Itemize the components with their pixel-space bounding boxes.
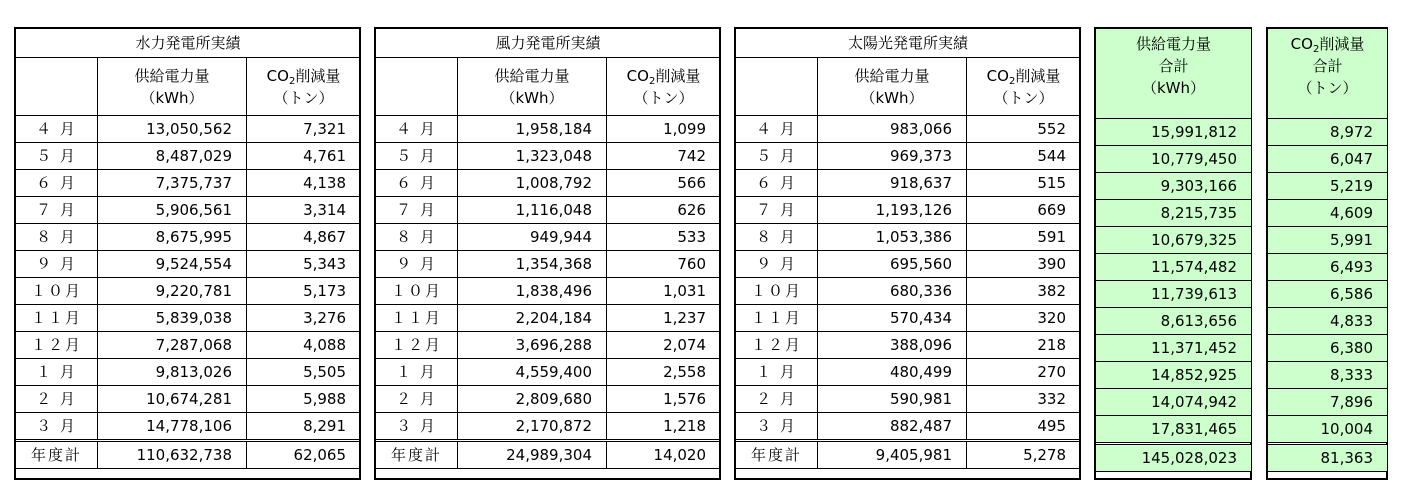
- table-row: [736, 305, 1081, 332]
- supply-value: 1,116,048: [458, 197, 607, 224]
- sum-co2-value: 4,609: [1268, 200, 1388, 227]
- co2-header-prefix: CO: [626, 66, 649, 85]
- sum-co2-value: 4,833: [1268, 308, 1388, 335]
- table-row: [376, 224, 721, 251]
- title-row: [376, 29, 721, 58]
- co2-value: 4,761: [247, 143, 361, 170]
- supply-value: 2,809,680: [458, 386, 607, 413]
- month-label: ３ 月: [376, 413, 458, 441]
- co2-value: 669: [967, 197, 1081, 224]
- table-row: [1268, 200, 1388, 227]
- sum-supply-value: 10,679,325: [1096, 227, 1252, 254]
- total-supply-value: 24,989,304: [458, 441, 607, 469]
- supply-header: [458, 58, 607, 116]
- total-row: [1096, 444, 1252, 472]
- table-row: [736, 359, 1081, 386]
- table-row: [1096, 416, 1252, 444]
- co2-header-subscript: 2: [1008, 75, 1016, 87]
- table-row: [1268, 389, 1388, 416]
- month-label: １０月: [376, 278, 458, 305]
- table-row: [1268, 308, 1388, 335]
- sum-supply-value: 9,303,166: [1096, 173, 1252, 200]
- table-row: [1096, 308, 1252, 335]
- table-row: [1096, 281, 1252, 308]
- supply-value: 882,487: [818, 413, 967, 441]
- month-label: １ 月: [736, 359, 818, 386]
- supply-value: 9,220,781: [98, 278, 247, 305]
- sum-co2-value: 5,991: [1268, 227, 1388, 254]
- supply-value: 3,696,288: [458, 332, 607, 359]
- co2-value: 1,237: [607, 305, 721, 332]
- month-label: ３ 月: [16, 413, 98, 441]
- sum-co2-header-subscript: 2: [1312, 44, 1320, 55]
- table-row: [736, 251, 1081, 278]
- table-row: [16, 413, 361, 441]
- table-row: [1096, 146, 1252, 173]
- co2-value: 320: [967, 305, 1081, 332]
- table-row: [376, 116, 721, 143]
- table-row: [1268, 281, 1388, 308]
- co2-value: 3,276: [247, 305, 361, 332]
- table-row: [16, 278, 361, 305]
- table-row: [16, 386, 361, 413]
- sum-supply-header-label: 供給電力量: [1135, 35, 1211, 53]
- supply-value: 7,375,737: [98, 170, 247, 197]
- sum-co2-value: 6,380: [1268, 335, 1388, 362]
- table-row: [376, 386, 721, 413]
- supply-value: 2,204,184: [458, 305, 607, 332]
- co2-value: 515: [967, 170, 1081, 197]
- co2-value: 2,074: [607, 332, 721, 359]
- sum-co2-value: 8,972: [1268, 119, 1388, 146]
- sum-supply-value: 14,852,925: [1096, 362, 1252, 389]
- title-row: [16, 29, 361, 58]
- supply-header-label: 供給電力量: [134, 66, 210, 85]
- month-header-cell: [376, 58, 458, 116]
- supply-header: [818, 58, 967, 116]
- co2-value: 5,173: [247, 278, 361, 305]
- co2-header-prefix: CO: [266, 66, 289, 85]
- co2-value: 8,291: [247, 413, 361, 441]
- supply-header-unit: （kWh）: [140, 88, 204, 107]
- month-label: １ 月: [16, 359, 98, 386]
- co2-header: [607, 58, 721, 116]
- supply-value: 4,559,400: [458, 359, 607, 386]
- month-label: １１月: [16, 305, 98, 332]
- total-co2-value: 62,065: [247, 441, 361, 469]
- total-label: 年度計: [376, 441, 458, 469]
- co2-value: 552: [967, 116, 1081, 143]
- co2-value: 3,314: [247, 197, 361, 224]
- supply-value: 1,838,496: [458, 278, 607, 305]
- co2-value: 4,138: [247, 170, 361, 197]
- supply-value: 388,096: [818, 332, 967, 359]
- co2-value: 566: [607, 170, 721, 197]
- header-row: [376, 58, 721, 116]
- table-title: 風力発電所実績: [376, 29, 721, 58]
- table-row: [16, 197, 361, 224]
- co2-value: 626: [607, 197, 721, 224]
- co2-header: [967, 58, 1081, 116]
- table-row: [16, 116, 361, 143]
- sum-header-row: [1268, 29, 1388, 119]
- co2-value: 1,099: [607, 116, 721, 143]
- month-label: ７ 月: [16, 197, 98, 224]
- month-label: ６ 月: [376, 170, 458, 197]
- co2-value: 5,988: [247, 386, 361, 413]
- co2-header-suffix: 削減量: [295, 66, 341, 85]
- table-row: [1096, 362, 1252, 389]
- table-row: [1268, 254, 1388, 281]
- supply-value: 9,813,026: [98, 359, 247, 386]
- supply-value: 1,323,048: [458, 143, 607, 170]
- co2-value: 4,867: [247, 224, 361, 251]
- sum-supply-value: 8,215,735: [1096, 200, 1252, 227]
- month-label: １０月: [736, 278, 818, 305]
- supply-value: 969,373: [818, 143, 967, 170]
- table-row: [1268, 335, 1388, 362]
- supply-value: 14,778,106: [98, 413, 247, 441]
- sum-supply-value: 17,831,465: [1096, 416, 1252, 444]
- sum-supply-value: 8,613,656: [1096, 308, 1252, 335]
- table-row: [1268, 227, 1388, 254]
- total-row: [736, 441, 1081, 469]
- table-row: [376, 251, 721, 278]
- month-label: ９ 月: [376, 251, 458, 278]
- sum-header-row: [1096, 29, 1252, 119]
- supply-value: 918,637: [818, 170, 967, 197]
- supply-value: 680,336: [818, 278, 967, 305]
- supply-value: 1,193,126: [818, 197, 967, 224]
- sum-co2-header-prefix: CO: [1290, 35, 1313, 53]
- month-label: １２月: [736, 332, 818, 359]
- total-supply-value: 110,632,738: [98, 441, 247, 469]
- table-row: [736, 224, 1081, 251]
- supply-header-unit: （kWh）: [500, 88, 564, 107]
- month-label: ７ 月: [376, 197, 458, 224]
- supply-header: [98, 58, 247, 116]
- co2-header-unit: （トン）: [273, 88, 334, 107]
- month-label: ２ 月: [736, 386, 818, 413]
- co2-header-suffix: 削減量: [1015, 66, 1061, 85]
- title-row: [736, 29, 1081, 58]
- month-label: ８ 月: [16, 224, 98, 251]
- month-label: １２月: [16, 332, 98, 359]
- co2-value: 591: [967, 224, 1081, 251]
- table-row: [1268, 416, 1388, 444]
- sum-supply-header-unit: （kWh）: [1141, 79, 1206, 97]
- sum-supply-value: 11,371,452: [1096, 335, 1252, 362]
- table-row: [376, 170, 721, 197]
- supply-header-label: 供給電力量: [854, 66, 930, 85]
- sum-co2-value: 6,493: [1268, 254, 1388, 281]
- sum-supply-value: 14,074,942: [1096, 389, 1252, 416]
- co2-header-subscript: 2: [648, 75, 656, 87]
- co2-value: 742: [607, 143, 721, 170]
- co2-value: 544: [967, 143, 1081, 170]
- co2-header-prefix: CO: [986, 66, 1009, 85]
- month-label: ５ 月: [376, 143, 458, 170]
- sum-co2-header: [1268, 29, 1388, 119]
- table-row: [1096, 173, 1252, 200]
- total-row: [376, 441, 721, 469]
- supply-sum-table: [1095, 28, 1252, 472]
- co2-value: 1,031: [607, 278, 721, 305]
- co2-value: 4,088: [247, 332, 361, 359]
- sum-co2-header-line2: 合計: [1312, 57, 1343, 75]
- sum-supply-value: 11,739,613: [1096, 281, 1252, 308]
- supply-value: 8,487,029: [98, 143, 247, 170]
- table-row: [1096, 119, 1252, 146]
- month-label: ６ 月: [736, 170, 818, 197]
- sum-supply-value: 15,991,812: [1096, 119, 1252, 146]
- header-row: [736, 58, 1081, 116]
- month-label: ９ 月: [16, 251, 98, 278]
- total-supply-value: 9,405,981: [818, 441, 967, 469]
- table-row: [16, 224, 361, 251]
- supply-value: 7,287,068: [98, 332, 247, 359]
- month-label: ２ 月: [16, 386, 98, 413]
- co2-header: [247, 58, 361, 116]
- month-label: ４ 月: [376, 116, 458, 143]
- table-row: [376, 359, 721, 386]
- table-row: [376, 197, 721, 224]
- table-row: [16, 170, 361, 197]
- table-row: [1268, 173, 1388, 200]
- sum-co2-value: 10,004: [1268, 416, 1388, 444]
- co2-header-unit: （トン）: [993, 88, 1054, 107]
- total-label: 年度計: [16, 441, 98, 469]
- sum-co2-value: 5,219: [1268, 173, 1388, 200]
- month-label: ８ 月: [736, 224, 818, 251]
- co2-value: 382: [967, 278, 1081, 305]
- table-row: [736, 116, 1081, 143]
- sum-co2-value: 8,333: [1268, 362, 1388, 389]
- table-row: [736, 278, 1081, 305]
- supply-value: 590,981: [818, 386, 967, 413]
- supply-value: 5,906,561: [98, 197, 247, 224]
- month-header-cell: [16, 58, 98, 116]
- sum-supply-header-line2: 合計: [1158, 57, 1189, 75]
- supply-value: 10,674,281: [98, 386, 247, 413]
- month-label: ６ 月: [16, 170, 98, 197]
- sum-supply-header: [1096, 29, 1252, 119]
- supply-value: 949,944: [458, 224, 607, 251]
- month-label: ２ 月: [376, 386, 458, 413]
- total-label: 年度計: [736, 441, 818, 469]
- co2-value: 533: [607, 224, 721, 251]
- sum-co2-value: 7,896: [1268, 389, 1388, 416]
- supply-value: 13,050,562: [98, 116, 247, 143]
- co2-value: 2,558: [607, 359, 721, 386]
- co2-value: 7,321: [247, 116, 361, 143]
- table-row: [1096, 389, 1252, 416]
- co2-value: 270: [967, 359, 1081, 386]
- table-row: [736, 170, 1081, 197]
- sum-co2-total-value: 81,363: [1268, 444, 1388, 472]
- table-row: [736, 143, 1081, 170]
- table-row: [736, 332, 1081, 359]
- supply-value: 1,958,184: [458, 116, 607, 143]
- month-label: ５ 月: [736, 143, 818, 170]
- table-row: [376, 278, 721, 305]
- co2-header-unit: （トン）: [633, 88, 694, 107]
- co2-value: 1,218: [607, 413, 721, 441]
- table-row: [1096, 227, 1252, 254]
- total-row: [1268, 444, 1388, 472]
- month-label: １１月: [376, 305, 458, 332]
- co2-value: 5,505: [247, 359, 361, 386]
- month-label: １１月: [736, 305, 818, 332]
- supply-value: 983,066: [818, 116, 967, 143]
- supply-value: 695,560: [818, 251, 967, 278]
- month-label: ８ 月: [376, 224, 458, 251]
- table-title: 太陽光発電所実績: [736, 29, 1081, 58]
- table-row: [1096, 335, 1252, 362]
- sum-supply-total-value: 145,028,023: [1096, 444, 1252, 472]
- solar-table: [735, 28, 1081, 469]
- supply-header-unit: （kWh）: [860, 88, 924, 107]
- supply-value: 1,354,368: [458, 251, 607, 278]
- supply-value: 9,524,554: [98, 251, 247, 278]
- table-row: [736, 413, 1081, 441]
- header-row: [16, 58, 361, 116]
- table-row: [376, 413, 721, 441]
- supply-header-label: 供給電力量: [494, 66, 570, 85]
- table-row: [16, 332, 361, 359]
- month-label: ４ 月: [736, 116, 818, 143]
- sum-co2-header-unit: （トン）: [1297, 79, 1358, 97]
- table-row: [1268, 119, 1388, 146]
- month-label: ３ 月: [736, 413, 818, 441]
- month-label: ７ 月: [736, 197, 818, 224]
- supply-value: 5,839,038: [98, 305, 247, 332]
- co2-value: 218: [967, 332, 1081, 359]
- sum-supply-value: 10,779,450: [1096, 146, 1252, 173]
- sum-supply-value: 11,574,482: [1096, 254, 1252, 281]
- sum-co2-value: 6,047: [1268, 146, 1388, 173]
- total-row: [16, 441, 361, 469]
- month-label: ９ 月: [736, 251, 818, 278]
- co2-value: 5,343: [247, 251, 361, 278]
- supply-value: 1,008,792: [458, 170, 607, 197]
- supply-value: 1,053,386: [818, 224, 967, 251]
- table-row: [16, 143, 361, 170]
- month-label: １０月: [16, 278, 98, 305]
- supply-value: 2,170,872: [458, 413, 607, 441]
- month-header-cell: [736, 58, 818, 116]
- supply-value: 570,434: [818, 305, 967, 332]
- month-label: １ 月: [376, 359, 458, 386]
- co2-value: 760: [607, 251, 721, 278]
- table-row: [16, 251, 361, 278]
- table-row: [16, 305, 361, 332]
- sum-co2-value: 6,586: [1268, 281, 1388, 308]
- supply-value: 480,499: [818, 359, 967, 386]
- table-row: [16, 359, 361, 386]
- table-row: [1268, 146, 1388, 173]
- total-co2-value: 14,020: [607, 441, 721, 469]
- month-label: ５ 月: [16, 143, 98, 170]
- co2-value: 495: [967, 413, 1081, 441]
- table-row: [1096, 200, 1252, 227]
- co2-sum-table: [1267, 28, 1388, 472]
- supply-value: 8,675,995: [98, 224, 247, 251]
- table-title: 水力発電所実績: [16, 29, 361, 58]
- table-row: [736, 197, 1081, 224]
- co2-header-subscript: 2: [288, 75, 296, 87]
- co2-header-suffix: 削減量: [655, 66, 701, 85]
- co2-value: 332: [967, 386, 1081, 413]
- total-co2-value: 5,278: [967, 441, 1081, 469]
- table-row: [376, 332, 721, 359]
- sum-co2-header-suffix: 削減量: [1319, 35, 1365, 53]
- month-label: ４ 月: [16, 116, 98, 143]
- wind-table: [375, 28, 721, 469]
- table-row: [1096, 254, 1252, 281]
- table-row: [1268, 362, 1388, 389]
- hydro-table: [15, 28, 361, 469]
- co2-value: 390: [967, 251, 1081, 278]
- table-row: [736, 386, 1081, 413]
- co2-value: 1,576: [607, 386, 721, 413]
- table-row: [376, 305, 721, 332]
- table-row: [376, 143, 721, 170]
- month-label: １２月: [376, 332, 458, 359]
